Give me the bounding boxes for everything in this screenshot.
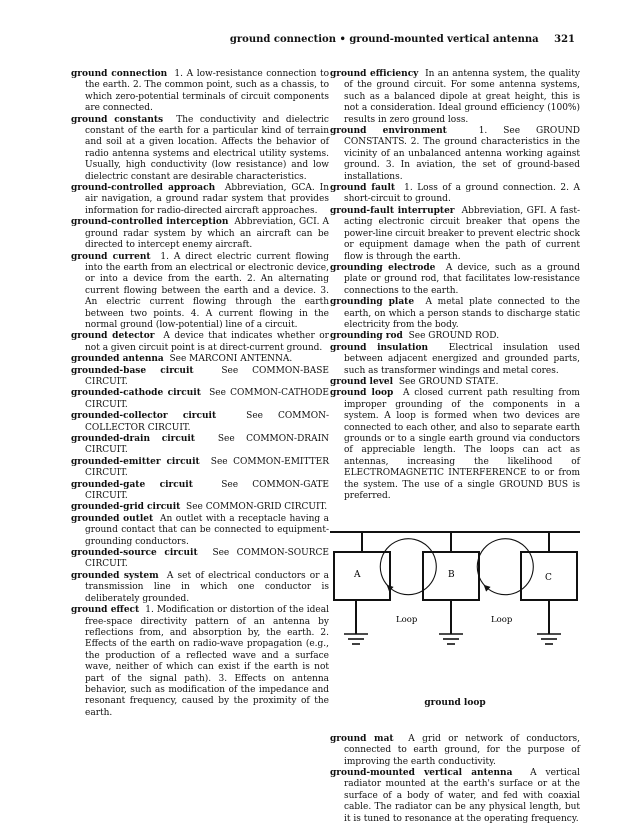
entry-term: grounded-cathode circuit bbox=[71, 388, 201, 399]
glossary-entry bbox=[330, 69, 580, 126]
entry-term: grounded outlet bbox=[71, 513, 154, 524]
entry-definition: A closed current path resulting from improper grounding of the components in a system. A loop is formed when two devices are connected to each other, and also to separate earth grounds or to a single earth ground via conductors of appreciable length. The loops can act as antennas, increasing the likelihood of ELECTROMAGNETIC INTERFERENCE to or from the system. The use of a single GROUND BUS is preferred. bbox=[344, 388, 580, 502]
ground-loop-diagram bbox=[330, 524, 580, 694]
entry-term: grounded-grid circuit bbox=[71, 502, 181, 513]
entry-definition: See GROUND STATE. bbox=[398, 376, 499, 387]
entry-term: grounding rod bbox=[330, 331, 403, 342]
entry-term: ground efficiency bbox=[330, 69, 419, 79]
entry-term: ground environment bbox=[330, 126, 447, 137]
glossary-entry bbox=[330, 263, 580, 297]
entry-term: grounded antenna bbox=[71, 354, 164, 365]
entry-definition: A device that indicates whether or not a given circuit point is at direct-current ground. bbox=[85, 331, 329, 353]
box-label-a: A bbox=[354, 570, 361, 581]
right-column bbox=[330, 69, 580, 825]
entry-definition: A metal plate connected to the earth, on which a person stands to discharge static electricity from the body. bbox=[344, 297, 580, 330]
entry-term: grounded-gate circuit bbox=[71, 479, 193, 490]
loop-label-left: Loop bbox=[396, 615, 418, 626]
entry-definition: See COMMON-EMITTER CIRCUIT. bbox=[85, 456, 329, 479]
entry-definition: See COMMON-BASE CIRCUIT. bbox=[85, 365, 329, 387]
entry-definition: A vertical radiator mounted at the earth's surface or at the surface of a body of water, and fed with coaxial cable. The radiator can be any physical length, but it is tuned to resonance at the operating frequency. bbox=[344, 768, 580, 824]
entry-definition: See COMMON-COLLECTOR CIRCUIT. bbox=[85, 411, 329, 433]
glossary-entry bbox=[71, 434, 329, 457]
glossary-entry bbox=[71, 548, 329, 571]
entry-definition: Abbreviation, GCA. In air navigation, a ground radar system that provides information for radio-directed aircraft approaches. bbox=[85, 183, 329, 216]
entry-term: grounded-base circuit bbox=[71, 365, 194, 376]
figure-caption: ground loop bbox=[424, 698, 486, 709]
glossary-entry bbox=[71, 69, 329, 115]
entry-term: ground constants bbox=[71, 114, 164, 125]
entry-definition: A set of electrical conductors or a transmission line in which one conductor is deliberately grounded. bbox=[85, 570, 329, 604]
loop-arrow-left bbox=[380, 539, 436, 595]
entry-definition: 1. Modification or distortion of the ideal free-space directivity pattern of an antenna by reflections from, and absorption by, the earth. 2. Effects of the earth on radio-wave propagation (e.g., the production of a reflected wave and a surface wave, neither of which can exist if the earth is not part of the signal path). 3. Effects on antenna behavior, such as modification of the impedance and resonant frequency, caused by the proximity of the earth. bbox=[85, 605, 329, 718]
left-column bbox=[71, 69, 329, 719]
box-label-c: C bbox=[545, 573, 552, 584]
glossary-entry bbox=[71, 502, 329, 513]
entry-definition: 1. Loss of a ground connection. 2. A short-circuit to ground. bbox=[344, 183, 580, 205]
glossary-entry bbox=[71, 388, 329, 411]
entry-definition: See COMMON-SOURCE CIRCUIT. bbox=[85, 548, 329, 570]
glossary-entry bbox=[71, 514, 329, 548]
entry-term: grounded-source circuit bbox=[71, 548, 198, 559]
entry-term: grounded system bbox=[71, 570, 159, 581]
glossary-entry bbox=[330, 297, 580, 331]
entry-term: ground connection bbox=[71, 69, 168, 79]
ground-loop-figure bbox=[330, 524, 580, 694]
entry-term: ground current bbox=[71, 251, 151, 262]
glossary-entry bbox=[330, 388, 580, 502]
loop-label-right: Loop bbox=[491, 615, 513, 626]
entry-definition: In an antenna system, the quality of the ground circuit. For some antenna systems, such as a balanced dipole at great height, this is not a consideration. Ideal ground efficiency (100%) results in zero ground loss. bbox=[344, 69, 580, 125]
glossary-entry bbox=[330, 343, 580, 377]
glossary-entry bbox=[71, 411, 329, 434]
glossary-entry bbox=[71, 331, 329, 354]
entry-term: ground-controlled interception bbox=[71, 217, 229, 228]
glossary-entry bbox=[71, 480, 329, 503]
glossary-entry bbox=[330, 331, 580, 342]
entry-definition: A device, such as a ground plate or ground rod, that facilitates low-resistance connections to the earth. bbox=[344, 262, 580, 296]
entry-term: ground level bbox=[330, 376, 394, 387]
glossary-entry bbox=[71, 457, 329, 480]
running-title: ground connection • ground-mounted vertical antenna bbox=[229, 34, 539, 45]
entry-term: ground-controlled approach bbox=[71, 183, 216, 194]
entry-definition: Abbreviation, GCI. A ground radar system by which an aircraft can be directed to intercept enemy aircraft. bbox=[85, 217, 330, 251]
page-number: 321 bbox=[554, 34, 575, 45]
entry-definition: 1. A low-resistance connection to the earth. 2. The common point, such as a chassis, to which zero-potential terminals of circuit components are connected. bbox=[85, 69, 330, 114]
glossary-entry bbox=[71, 217, 329, 251]
entry-definition: See MARCONI ANTENNA. bbox=[169, 354, 293, 365]
entry-term: ground insulation bbox=[330, 342, 429, 353]
glossary-entry bbox=[71, 115, 329, 183]
entry-definition: See COMMON-CATHODE CIRCUIT. bbox=[85, 388, 329, 410]
entry-term: grounded-collector circuit bbox=[71, 411, 217, 422]
glossary-entry bbox=[71, 605, 329, 719]
entry-term: ground effect bbox=[71, 605, 140, 616]
glossary-entry bbox=[71, 252, 329, 332]
entry-term: grounded-drain circuit bbox=[71, 434, 195, 444]
entry-definition: Abbreviation, GFI. A fast-acting electronic circuit breaker that opens the power-line circuit breaker to prevent electric shock or equipment damage when the path of current flow is through the earth. bbox=[344, 205, 580, 262]
entry-definition: See COMMON-GRID CIRCUIT. bbox=[186, 502, 328, 513]
entry-definition: 1. A direct electric current flowing into the earth from an electrical or electronic device, or into a device from the earth. 2. An alternating current flowing between the earth and a device. 3. An electric current flowing through the earth between two points. 4. A current flowing in the normal ground (low-potential) line of a circuit. bbox=[85, 251, 330, 330]
entry-term: ground-fault interrupter bbox=[330, 205, 455, 216]
glossary-entry bbox=[330, 126, 580, 183]
entry-definition: See GROUND ROD. bbox=[408, 331, 500, 342]
glossary-entry bbox=[71, 366, 329, 389]
entry-definition: An outlet with a receptacle having a ground contact that can be connected to equipment-grounding conductors. bbox=[85, 513, 329, 547]
glossary-entry bbox=[330, 377, 580, 388]
running-header bbox=[230, 34, 575, 45]
entry-definition: Electrical insulation used between adjacent energized and grounded parts, such as transformer windings and metal cores. bbox=[344, 342, 580, 376]
entry-term: grounded-emitter circuit bbox=[71, 456, 200, 467]
loop-arrow-right bbox=[477, 539, 533, 595]
entry-term: grounding plate bbox=[330, 297, 415, 308]
entry-definition: See COMMON-GATE CIRCUIT. bbox=[85, 479, 329, 502]
entry-definition: The conductivity and dielectric constant of the earth for a particular kind of terrain and soil at a given location. Affects the behavior of radio antenna systems and electrical utility systems. Usually, high conductivity (low resistance) and low dielectric constant are desirable characteristics. bbox=[85, 114, 329, 182]
entry-definition: A grid or network of conductors, connected to earth ground, for the purpose of improving the earth conductivity. bbox=[344, 733, 581, 767]
glossary-entry bbox=[71, 571, 329, 605]
box-label-b: B bbox=[448, 570, 455, 581]
glossary-entry bbox=[71, 183, 329, 217]
entry-term: ground fault bbox=[330, 183, 396, 194]
entry-term: ground mat bbox=[330, 733, 394, 744]
entry-term: ground detector bbox=[71, 331, 155, 342]
entry-term: ground-mounted vertical antenna bbox=[330, 768, 513, 779]
glossary-entry bbox=[330, 734, 580, 768]
entry-term: grounding electrode bbox=[330, 262, 436, 273]
earth-ground-symbols bbox=[344, 634, 561, 644]
glossary-entry bbox=[71, 354, 329, 365]
glossary-entry bbox=[330, 768, 580, 825]
glossary-entry bbox=[330, 183, 580, 206]
entry-definition: 1. See GROUND CONSTANTS. 2. The ground characteristics in the vicinity of an unbalanced antenna working against ground. 3. In aviation, the set of ground-based installations. bbox=[344, 126, 580, 182]
entry-definition: See COMMON-DRAIN CIRCUIT. bbox=[85, 434, 329, 456]
entry-term: ground loop bbox=[330, 388, 394, 399]
glossary-entry bbox=[330, 206, 580, 263]
